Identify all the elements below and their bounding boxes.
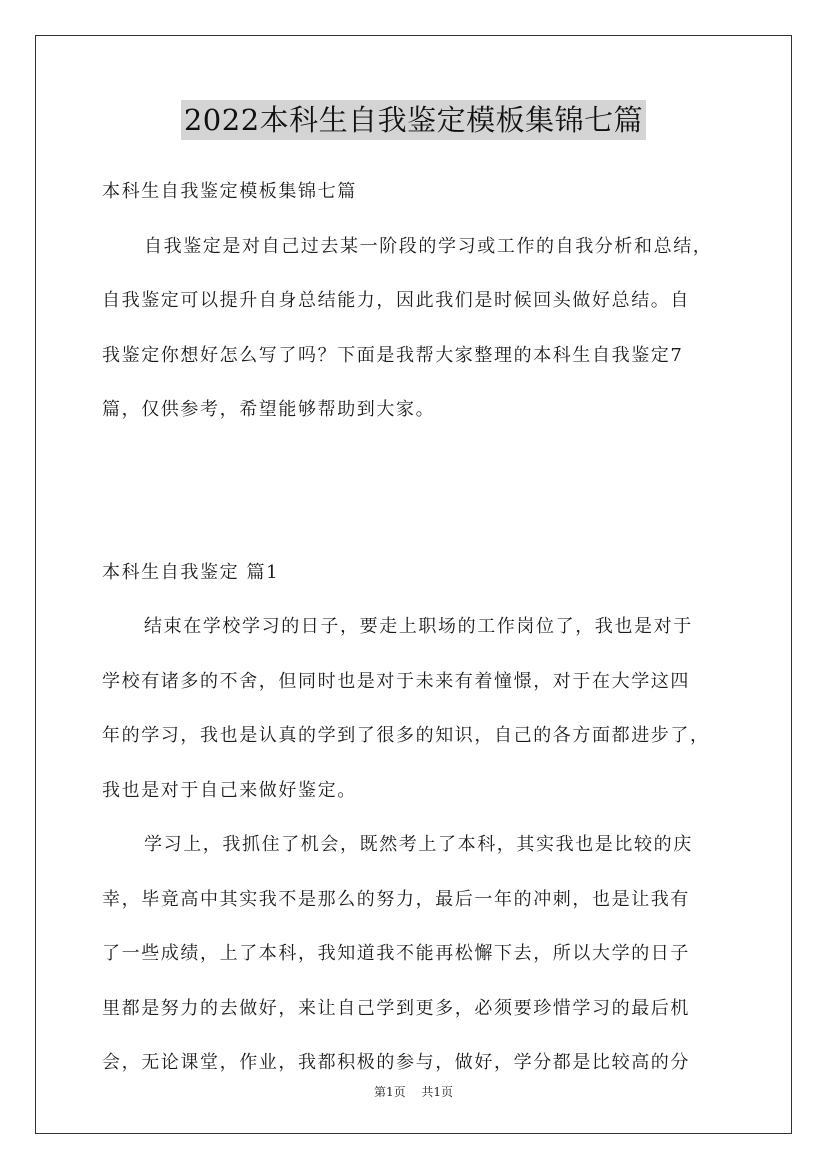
page-number-current: 第1页 [373, 1085, 406, 1099]
page-number-total: 共1页 [421, 1085, 454, 1099]
paragraph-line: 里都是努力的去做好，来让自己学到更多，必须要珍惜学习的最后机 [102, 997, 690, 1019]
intro-line: 自我鉴定可以提升自身总结能力，因此我们是时候回头做好总结。自 [102, 290, 690, 311]
intro-line: 篇，仅供参考，希望能够帮助到大家。 [102, 399, 436, 420]
document-body [102, 174, 742, 1100]
paragraph-line: 我也是对于自己来做好鉴定。 [102, 779, 357, 801]
intro-line: 我鉴定你想好怎么写了吗？下面是我帮大家整理的本科生自我鉴定7 [102, 344, 684, 366]
paragraph-line: 幸，毕竟高中其实我不是那么的努力，最后一年的冲刺，也是让我有 [102, 888, 690, 910]
document-title [0, 100, 827, 144]
paragraph-line: 结束在学校学习的日子，要走上职场的工作岗位了，我也是对于 [144, 616, 693, 637]
document-subtitle: 本科生自我鉴定模板集锦七篇 [102, 181, 357, 202]
paragraph-line: 学习上，我抓住了机会，既然考上了本科，其实我也是比较的庆 [144, 834, 693, 855]
paragraph-line: 了一些成绩，上了本科，我知道我不能再松懈下去，所以大学的日子 [102, 943, 690, 964]
paragraph-line: 年的学习，我也是认真的学到了很多的知识，自己的各方面都进步了， [102, 725, 710, 746]
section-spacer [102, 447, 742, 555]
paragraph-line: 学校有诸多的不舍，但同时也是对于未来有着憧憬，对于在大学这四 [102, 670, 690, 692]
section-heading: 本科生自我鉴定 篇1 [102, 561, 280, 583]
intro-line: 自我鉴定是对自己过去某一阶段的学习或工作的自我分析和总结， [144, 235, 713, 257]
page-footer [0, 1083, 827, 1100]
paragraph-line: 会，无论课堂，作业，我都积极的参与，做好，学分都是比较高的分 [102, 1052, 690, 1073]
document-title-text: 2022本科生自我鉴定模板集锦七篇 [181, 100, 646, 140]
